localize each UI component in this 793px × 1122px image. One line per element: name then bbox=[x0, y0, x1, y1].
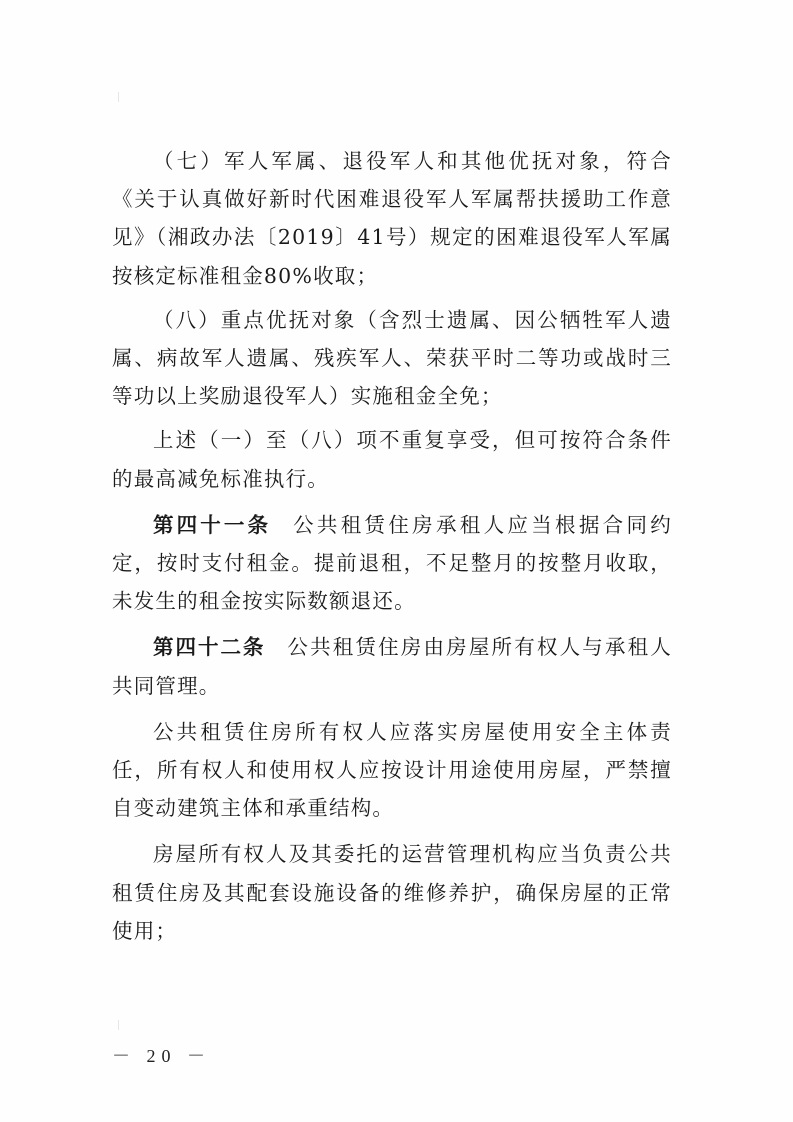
crop-mark bbox=[118, 92, 119, 102]
document-body bbox=[112, 142, 672, 950]
page-number: － 20 － bbox=[112, 1046, 211, 1066]
paragraph-item-7 bbox=[112, 142, 672, 295]
paragraph-safety bbox=[112, 713, 672, 828]
article-heading: 第四十二条 bbox=[153, 635, 266, 660]
paragraph-text: 房屋所有权人及其委托的运营管理机构应当负责公共租赁住房及其配套设施设备的维修养护，确保房屋的正常使用； bbox=[112, 842, 672, 943]
paragraph-text: 公共租赁住房所有权人应落实房屋使用安全主体责任，所有权人和使用权人应按设计用途使用房屋，严禁擅自变动建筑主体和承重结构。 bbox=[112, 719, 672, 821]
article-41 bbox=[112, 506, 672, 621]
paragraph-maintenance bbox=[112, 835, 672, 950]
paragraph-text: 公共租赁住房承租人应当根据合同约定，按时支付租金。提前退租，不足整月的按整月收取，未发生的租金按实际数额退还。 bbox=[112, 512, 672, 614]
article-heading: 第四十一条 bbox=[153, 512, 272, 537]
paragraph-text: 公共租赁住房由房屋所有权人与承租人共同管理。 bbox=[112, 635, 672, 698]
paragraph-text: （七）军人军属、退役军人和其他优抚对象，符合《关于认真做好新时代困难退役军人军属帮扶援助工作意见》（湘政办法〔2019〕41号）规定的困难退役军人军属按核定标准租金80%收取； bbox=[112, 149, 672, 288]
paragraph-text: （八）重点优抚对象（含烈士遗属、因公牺牲军人遗属、病故军人遗属、残疾军人、荣获平时二等功或战时三等功以上奖励退役军人）实施租金全免； bbox=[112, 307, 672, 409]
article-42 bbox=[112, 628, 672, 704]
paragraph-summary bbox=[112, 421, 672, 497]
paragraph-text: 上述（一）至（八）项不重复享受，但可按符合条件的最高减免标准执行。 bbox=[112, 428, 672, 491]
paragraph-item-8 bbox=[112, 301, 672, 416]
crop-mark bbox=[118, 1020, 119, 1030]
